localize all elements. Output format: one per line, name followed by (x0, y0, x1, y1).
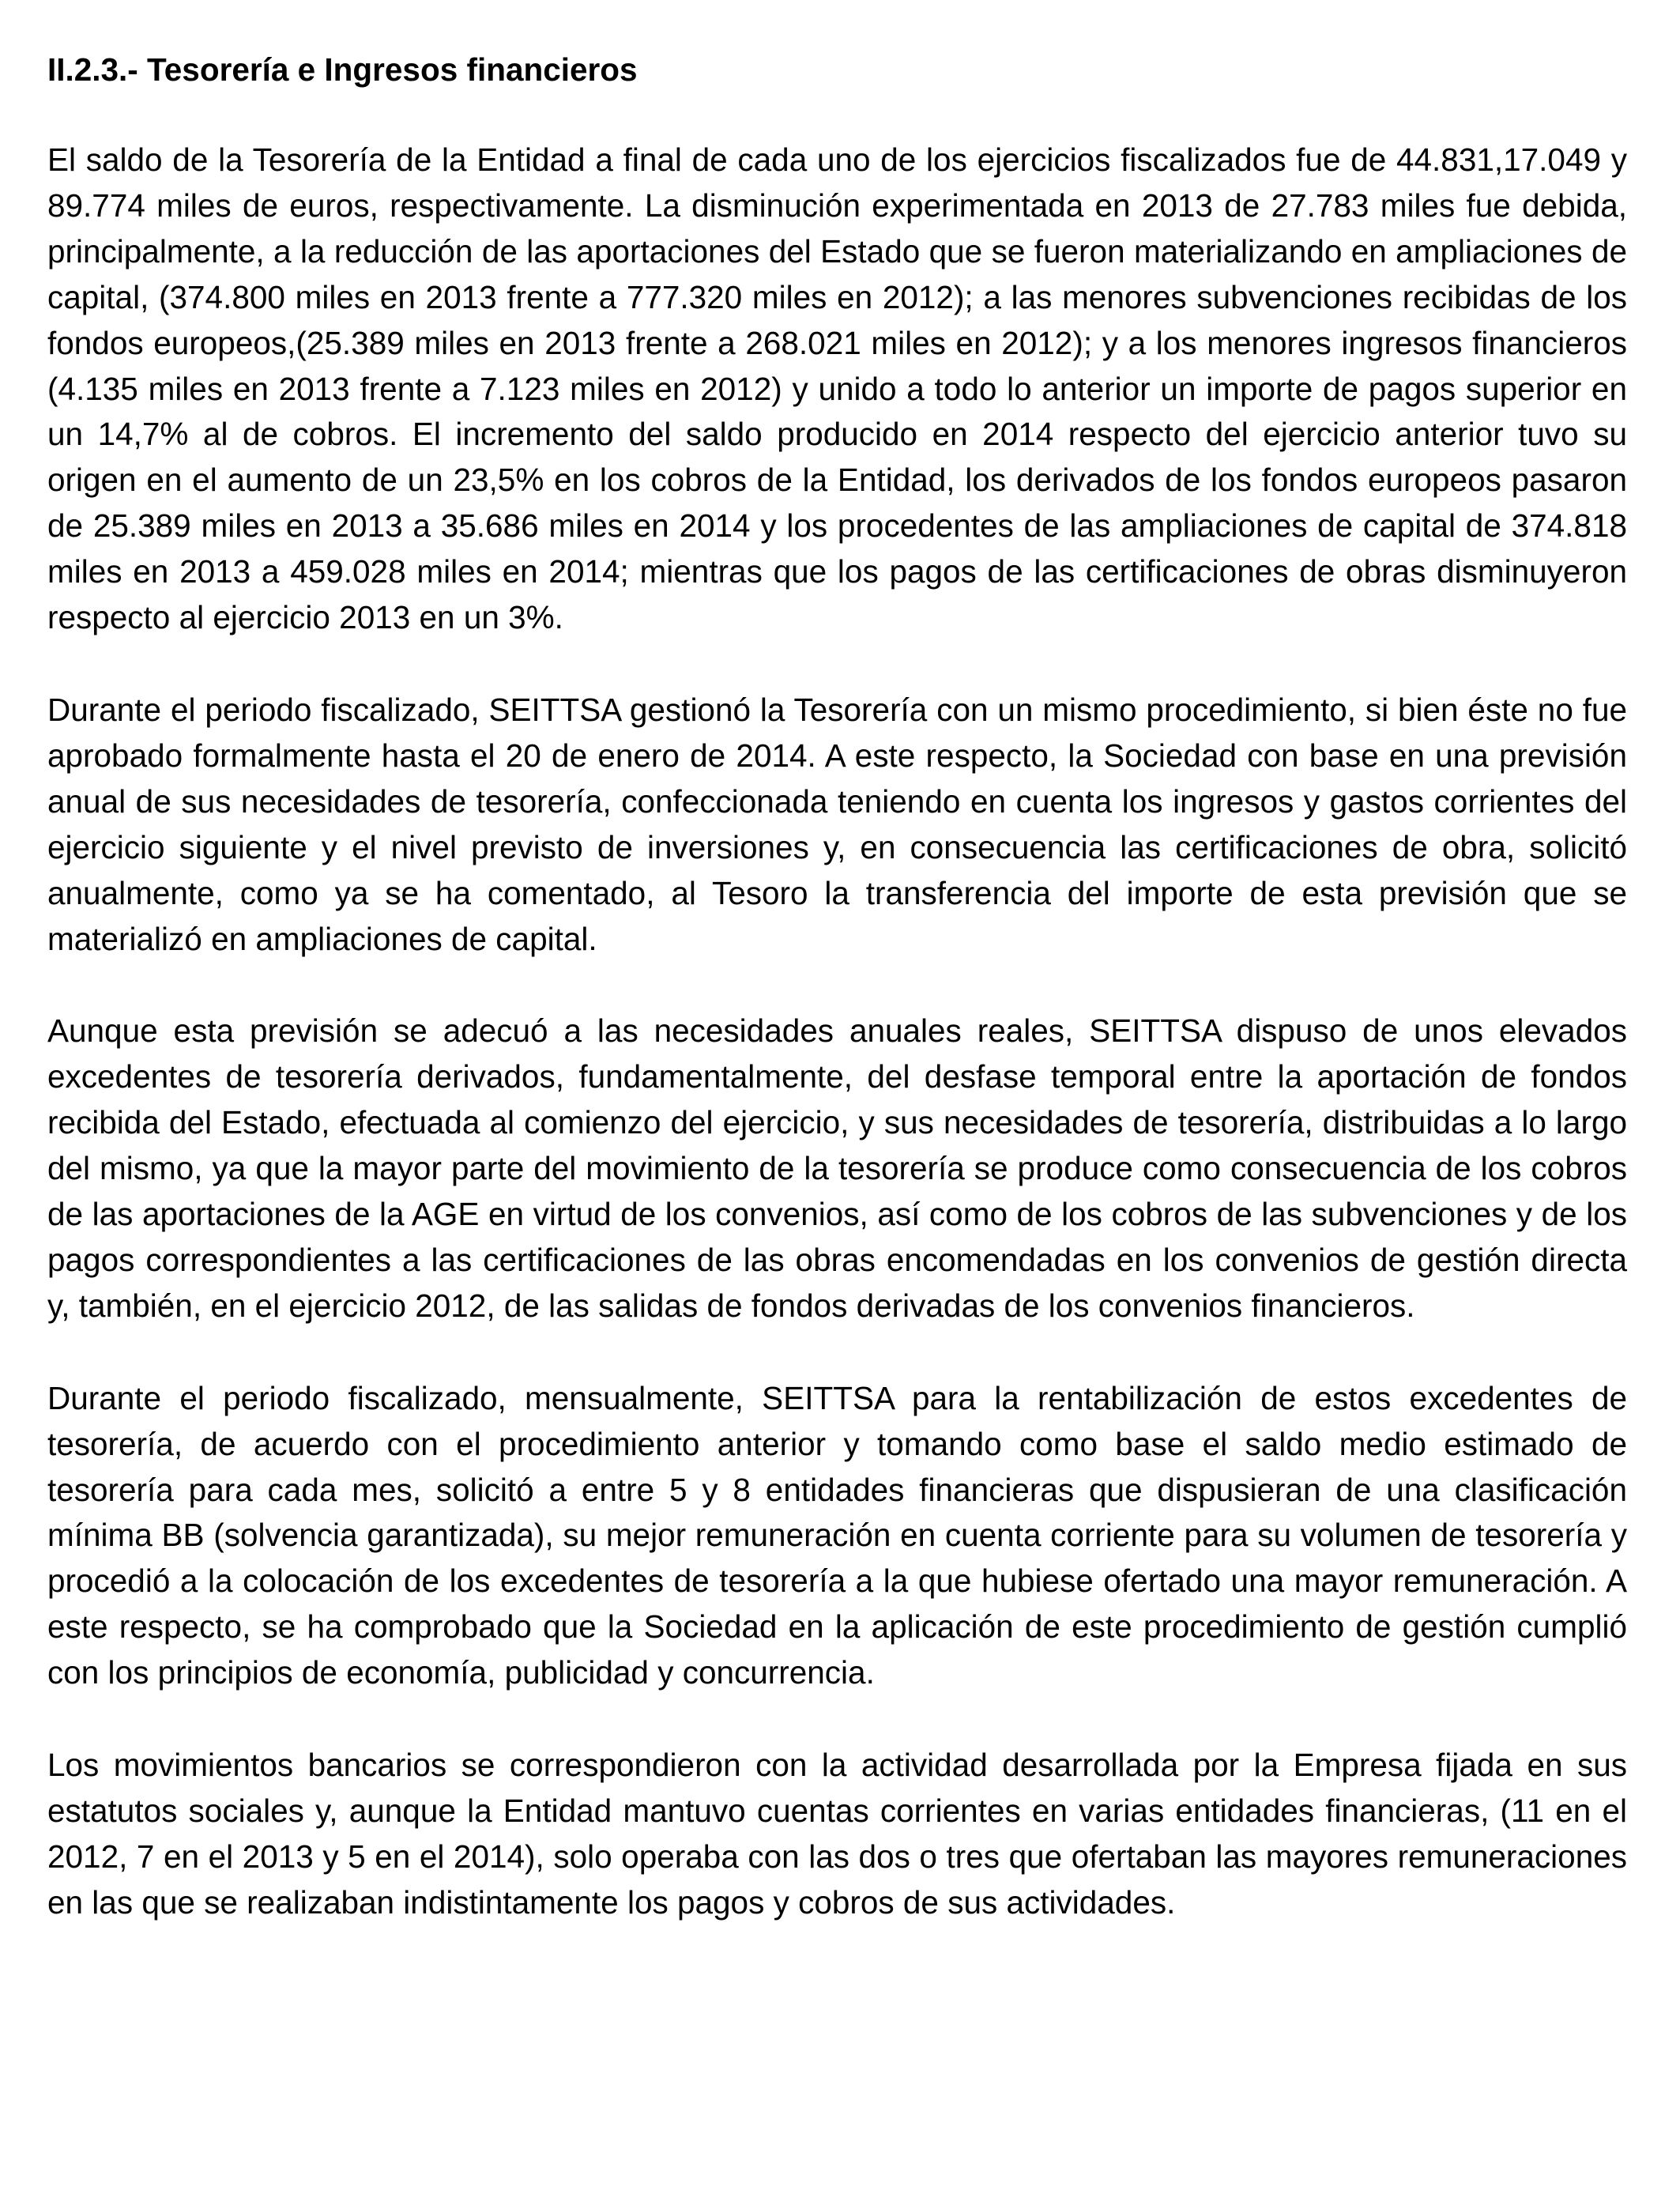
paragraph-bank-movements: Los movimientos bancarios se correspondieron con la actividad desarrollada por la Empresa fijada en sus estatutos sociales y, aunque la Entidad mantuvo cuentas corrientes en varias entidades financieras, (11 en el 2012, 7 en el 2013 y 5 en el 2014), solo operaba con las dos o tres que ofertaban las mayores remuneraciones en las que se realizaban indistintamente los pagos y cobros de sus actividades. (47, 1747, 1627, 1921)
paragraph-treasury-procedure: Durante el periodo fiscalizado, SEITTSA gestionó la Tesorería con un mismo procedimiento, si bien éste no fue aprobado formalmente hasta el 20 de enero de 2014. A este respecto, la Sociedad con base en una previsión anual de sus necesidades de tesorería, confeccionada teniendo en cuenta los ingresos y gastos corrientes del ejercicio siguiente y el nivel previsto de inversiones y, en consecuencia las certificaciones de obra, solicitó anualmente, como ya se ha comentado, al Tesoro la transferencia del importe de esta previsión que se materializó en ampliaciones de capital. (47, 691, 1627, 957)
paragraph-treasury-surplus: Aunque esta previsión se adecuó a las necesidades anuales reales, SEITTSA dispuso de unos elevados excedentes de tesorería derivados, fundamentalmente, del desfase temporal entre la aportación de fondos recibida del Estado, efectuada al comienzo del ejercicio, y sus necesidades de tesorería, distribuidas a lo largo del mismo, ya que la mayor parte del movimiento de la tesorería se produce como consecuencia de los cobros de las aportaciones de la AGE en virtud de los convenios, así como de los cobros de las subvenciones y de los pagos correspondientes a las certificaciones de las obras encomendadas en los convenios de gestión directa y, también, en el ejercicio 2012, de las salidas de fondos derivadas de los convenios financieros. (47, 1012, 1627, 1324)
section-heading: II.2.3.- Tesorería e Ingresos financieros (47, 51, 638, 88)
paragraph-surplus-remuneration: Durante el periodo fiscalizado, mensualmente, SEITTSA para la rentabilización de estos excedentes de tesorería, de acuerdo con el procedimiento anterior y tomando como base el saldo medio estimado de tesorería para cada mes, solicitó a entre 5 y 8 entidades financieras que dispusieran de una clasificación mínima BB (solvencia garantizada), su mejor remuneración en cuenta corriente para su volumen de tesorería y procedió a la colocación de los excedentes de tesorería a la que hubiese ofertado una mayor remuneración. A este respecto, se ha comprobado que la Sociedad en la aplicación de este procedimiento de gestión cumplió con los principios de economía, publicidad y concurrencia. (47, 1379, 1627, 1691)
paragraph-treasury-balance: El saldo de la Tesorería de la Entidad a final de cada uno de los ejercicios fiscalizados fue de 44.831,17.049 y 89.774 miles de euros, respectivamente. La disminución experimentada en 2013 de 27.783 miles fue debida, principalmente, a la reducción de las aportaciones del Estado que se fueron materializando en ampliaciones de capital, (374.800 miles en 2013 frente a 777.320 miles en 2012); a las menores subvenciones recibidas de los fondos europeos,(25.389 miles en 2013 frente a 268.021 miles en 2012); y a los menores ingresos financieros (4.135 miles en 2013 frente a 7.123 miles en 2012) y unido a todo lo anterior un importe de pagos superior en un 14,7% al de cobros. El incremento del saldo producido en 2014 respecto del ejercicio anterior tuvo su origen en el aumento de un 23,5% en los cobros de la Entidad, los derivados de los fondos europeos pasaron de 25.389 miles en 2013 a 35.686 miles en 2014 y los procedentes de las ampliaciones de capital de 374.818 miles en 2013 a 459.028 miles en 2014; mientras que los pagos de las certificaciones de obras disminuyeron respecto al ejercicio 2013 en un 3%. (47, 141, 1627, 636)
document-page (47, 47, 1627, 1973)
